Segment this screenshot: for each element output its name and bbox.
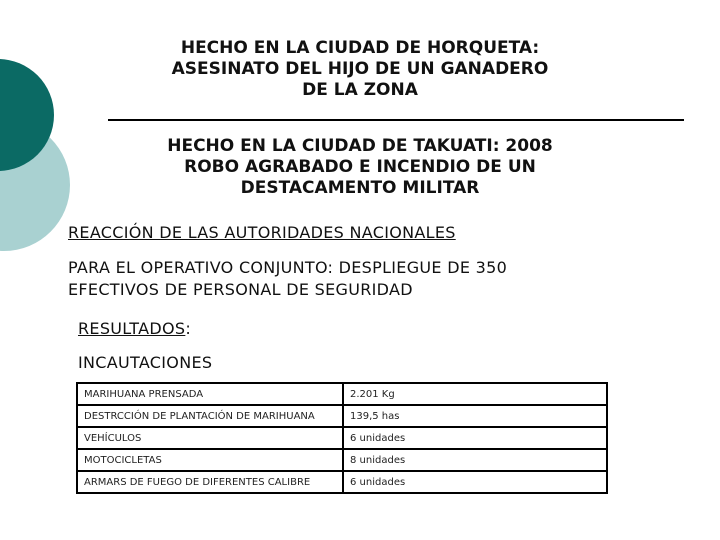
operative-line-2: EFECTIVOS DE PERSONAL DE SEGURIDAD: [68, 280, 413, 299]
item-cell: VEHÍCULOS: [77, 427, 343, 449]
horqueta-heading: [120, 38, 600, 101]
amount-cell: 6 unidades: [343, 471, 607, 493]
results-colon: :: [185, 319, 192, 338]
decorative-circles: [0, 0, 80, 300]
results-heading: [78, 318, 191, 340]
horqueta-line-3: DE LA ZONA: [302, 80, 418, 100]
item-cell: DESTRCCIÓN DE PLANTACIÓN DE MARIHUANA: [77, 405, 343, 427]
item-cell: MARIHUANA PRENSADA: [77, 383, 343, 405]
takuati-line-3: DESTACAMENTO MILITAR: [240, 178, 480, 198]
results-label: RESULTADOS: [78, 319, 186, 338]
operative-line-1: PARA EL OPERATIVO CONJUNTO: DESPLIEGUE DE 350: [68, 258, 508, 277]
table-row: [77, 405, 607, 427]
horqueta-line-1: HECHO EN LA CIUDAD DE HORQUETA:: [180, 38, 540, 58]
item-cell: ARMARS DE FUEGO DE DIFERENTES CALIBRE: [77, 471, 343, 493]
reaction-heading: REACCIÓN DE LAS AUTORIDADES NACIONALES: [68, 223, 456, 242]
table-row: [77, 471, 607, 493]
seizures-table: [76, 382, 608, 494]
table-row: [77, 427, 607, 449]
amount-cell: 8 unidades: [343, 449, 607, 471]
item-cell: MOTOCICLETAS: [77, 449, 343, 471]
section-divider: [108, 119, 684, 121]
table-row: [77, 449, 607, 471]
operative-text: [68, 257, 507, 301]
amount-cell: 6 unidades: [343, 427, 607, 449]
amount-cell: 2.201 Kg: [343, 383, 607, 405]
seizures-heading: INCAUTACIONES: [78, 353, 213, 372]
table-row: [77, 383, 607, 405]
horqueta-line-2: ASESINATO DEL HIJO DE UN GANADERO: [171, 59, 549, 79]
amount-cell: 139,5 has: [343, 405, 607, 427]
takuati-line-2: ROBO AGRABADO E INCENDIO DE UN: [184, 157, 536, 177]
takuati-heading: [120, 136, 600, 199]
takuati-line-1: HECHO EN LA CIUDAD DE TAKUATI: 2008: [167, 136, 553, 156]
